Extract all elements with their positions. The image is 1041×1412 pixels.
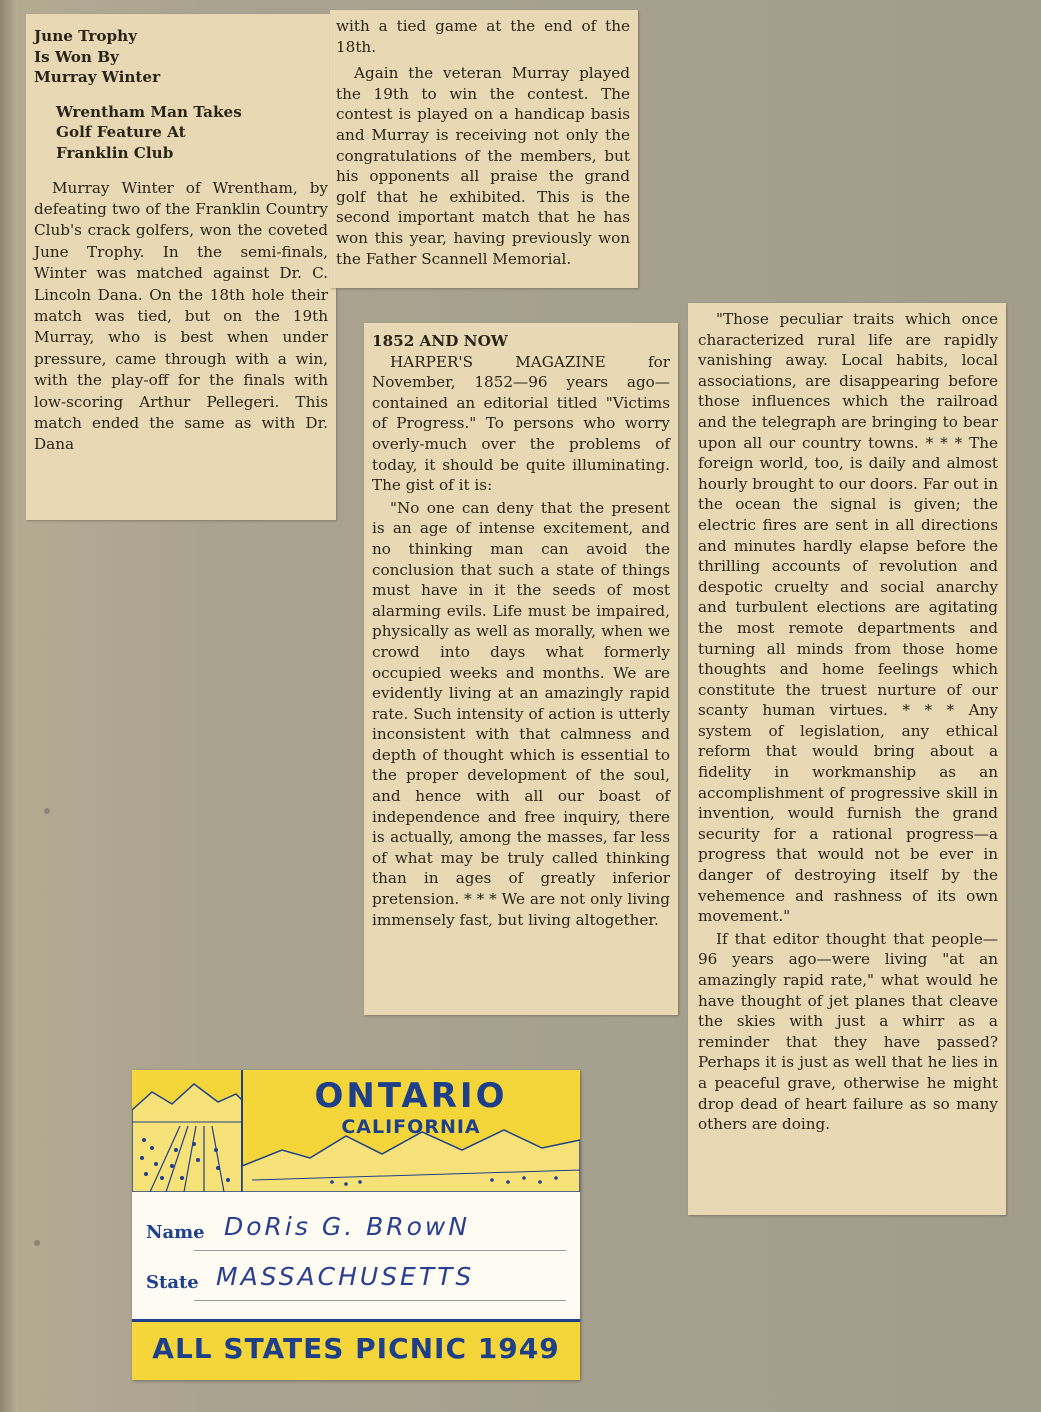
editorial-paragraph: If that editor thought that people—96 years ago—were living "at an amazingly rapid rate," what would he have thought of jet planes that cleave the skies with just a whirr as a reminder that they have passed? Perhaps it is just as well that he lies in a peaceful grave, otherwise he might drop dead of heart failure as so many others are doing. [698,929,998,1134]
subhead-line: Franklin Club [56,143,174,162]
golf-article-clipping [26,14,336,520]
state-label: State [146,1272,199,1293]
page-hole [44,808,50,814]
picnic-name-tag [132,1070,580,1380]
subhead-line: Golf Feature At [56,123,186,142]
editorial-paragraph: HARPER'S MAGAZINE for November, 1852—96 years ago—contained an editorial titled "Victims of Progress." To persons who worry overly-much over the problems of today, it should be quite illuminating. The gist of it is: [372,352,670,495]
tag-subtitle: CALIFORNIA [341,1116,481,1138]
page-binding-edge [0,0,18,1412]
tag-footer [132,1319,580,1380]
editorial-paragraph: "No one can deny that the present is an age of intense excitement, and no thinking man can avoid the conclusion that such a state of things must have in it the seeds of most alarming evils. Life must be impaired, physically as well as morally, when we crowd into days what formerly occupied weeks and months. We are evidently living at an amazingly rapid rate. Such intensity of action is utterly inconsistent with that calmness and depth of thought which is essential to the proper development of the soul, and hence with all our boast of independence and free inquiry, there is actually, among the masses, far less of what may be truly called thinking than in ages of greatly inferior pretension. * * * We are not only living immensely fast, but living altogether. [372,498,670,929]
editorial-paragraph: "Those peculiar traits which once characterized rural life are rapidly vanishing away. Local habits, local associations, are disappearing before those influences which the railroad and the telegraph are bringing to bear upon all our country towns. * * * The foreign world, too, is daily and almost hourly brought to our doors. Far out in the ocean the signal is given; the electric fires are sent in all directions and minutes hardly elapse before the thrilling accounts of revolution and despotic cruelty and social anarchy and turbulent elections are agitating the most remote departments and turning all minds from those home thoughts and home feelings which constitute the truest nurture of our scanty human virtues. * * * Any system of legislation, any ethical reform that would bring about a fidelity in workmanship as an accomplishment of progressive skill in invention, would furnish the grand security for a rational progress—a progress that would not be ever in danger of destroying itself by the vehemence and rashness of its own movement." [698,310,998,926]
tag-header [132,1070,580,1192]
golf-continuation-text: Again the veteran Murray played the 19th to win the contest. The contest is played on a handicap basis and Murray is receiving not only the congratulations of the members, but his opponents all praise the grand golf that he exhibited. This is the second important match that he has won this year, having previously won the Father Scannell Memorial. [336,64,630,268]
name-label: Name [146,1222,205,1243]
headline-line: Is Won By [34,47,119,66]
editorial-heading: 1852 AND NOW [372,332,508,350]
state-rule-line [194,1300,566,1301]
subhead-line: Wrentham Man Takes [56,102,242,121]
golf-headline [34,26,328,88]
headline-line: June Trophy [34,27,138,45]
name-handwritten-value: DoRis G. BRowN [224,1212,471,1241]
golf-subhead [56,102,328,164]
golf-body: Murray Winter of Wrentham, by defeating two of the Franklin Country Club's crack golfers, won the coveted June Trophy. In the semi-finals, Winter was matched against Dr. C. Lincoln Dana. On the 18th hole their match was tied, but on the 19th Murray, who is best when under pressure, came through with a win, with the play-off for the finals with low-scoring Arthur Pellegeri. This match ended the same as with Dr. Dana [34,178,328,454]
tag-footer-text: ALL STATES PICNIC 1949 [152,1332,560,1365]
page-hole [34,1240,40,1246]
headline-line: Murray Winter [34,68,161,87]
editorial-clipping-column-2 [688,303,1006,1215]
tag-title: ONTARIO [314,1076,508,1116]
editorial-clipping-column-1 [364,323,678,1015]
golf-continuation-text: with a tied game at the end of the 18th. [336,17,630,56]
state-handwritten-value: MASSACHUSETTS [216,1262,475,1291]
name-rule-line [194,1250,566,1251]
golf-article-continuation [330,10,638,288]
